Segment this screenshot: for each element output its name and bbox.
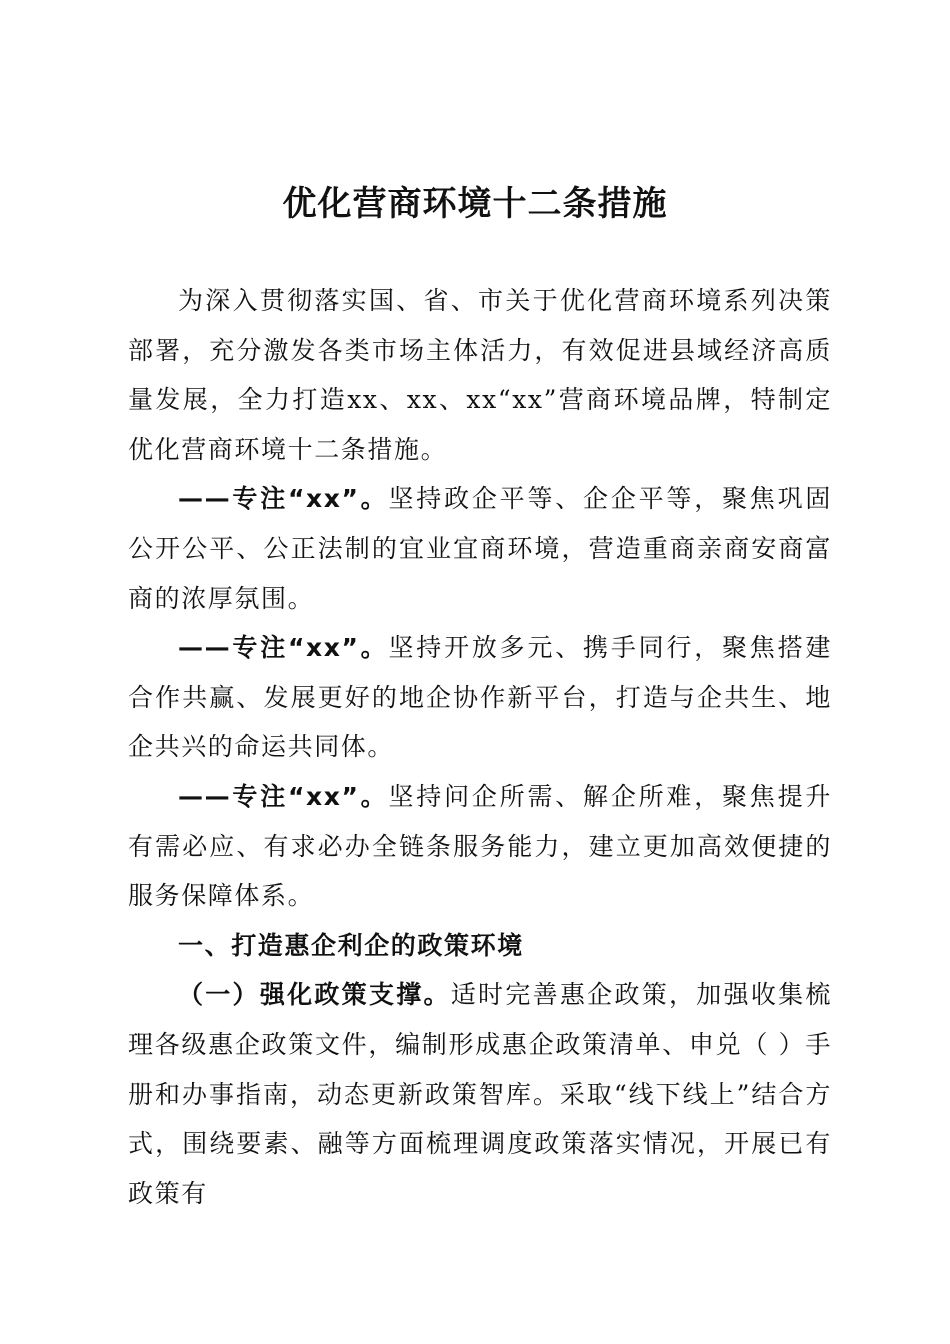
focus-point-lead: ——专注“xx”。 xyxy=(178,484,389,514)
focus-point-text: 坚持问企所需、解企所难，聚焦提升有需必应、有求必办全链条服务能力，建立更加高效便捷的服务保障体系。 xyxy=(128,781,832,911)
section-item-lead: （一）强化政策支撑。 xyxy=(178,980,451,1010)
section-item-1 xyxy=(128,970,832,1218)
focus-point-1 xyxy=(128,474,832,623)
focus-point-lead: ——专注“xx”。 xyxy=(178,781,389,811)
section-heading-1: 一、打造惠企利企的政策环境 xyxy=(178,930,524,960)
focus-point-text: 坚持政企平等、企企平等，聚焦巩固公开公平、公正法制的宜业宜商环境，营造重商亲商安商富商的浓厚氛围。 xyxy=(128,484,832,613)
focus-point-2 xyxy=(128,623,832,772)
document-body xyxy=(128,276,832,1218)
focus-point-text: 坚持开放多元、携手同行，聚焦搭建合作共赢、发展更好的地企协作新平台，打造与企共生、地企共兴的命运共同体。 xyxy=(128,633,832,762)
section-item-text: 适时完善惠企政策，加强收集梳理各级惠企政策文件，编制形成惠企政策清单、申兑（ ）手册和办事指南，动态更新政策智库。采取“线下线上”结合方式，围绕要素、融等方面梳理调度政策落实情况，开展已有政策有 xyxy=(128,980,832,1208)
document-title: 优化营商环境十二条措施 xyxy=(282,184,668,224)
intro-paragraph: 为深入贯彻落实国、省、市关于优化营商环境系列决策部署，充分激发各类市场主体活力，有效促进县域经济高质量发展，全力打造xx、xx、xx“xx”营商环境品牌，特制定优化营商环境十二条措施。 xyxy=(128,286,832,464)
focus-point-lead: ——专注“xx”。 xyxy=(178,633,389,663)
focus-point-3 xyxy=(128,772,832,921)
